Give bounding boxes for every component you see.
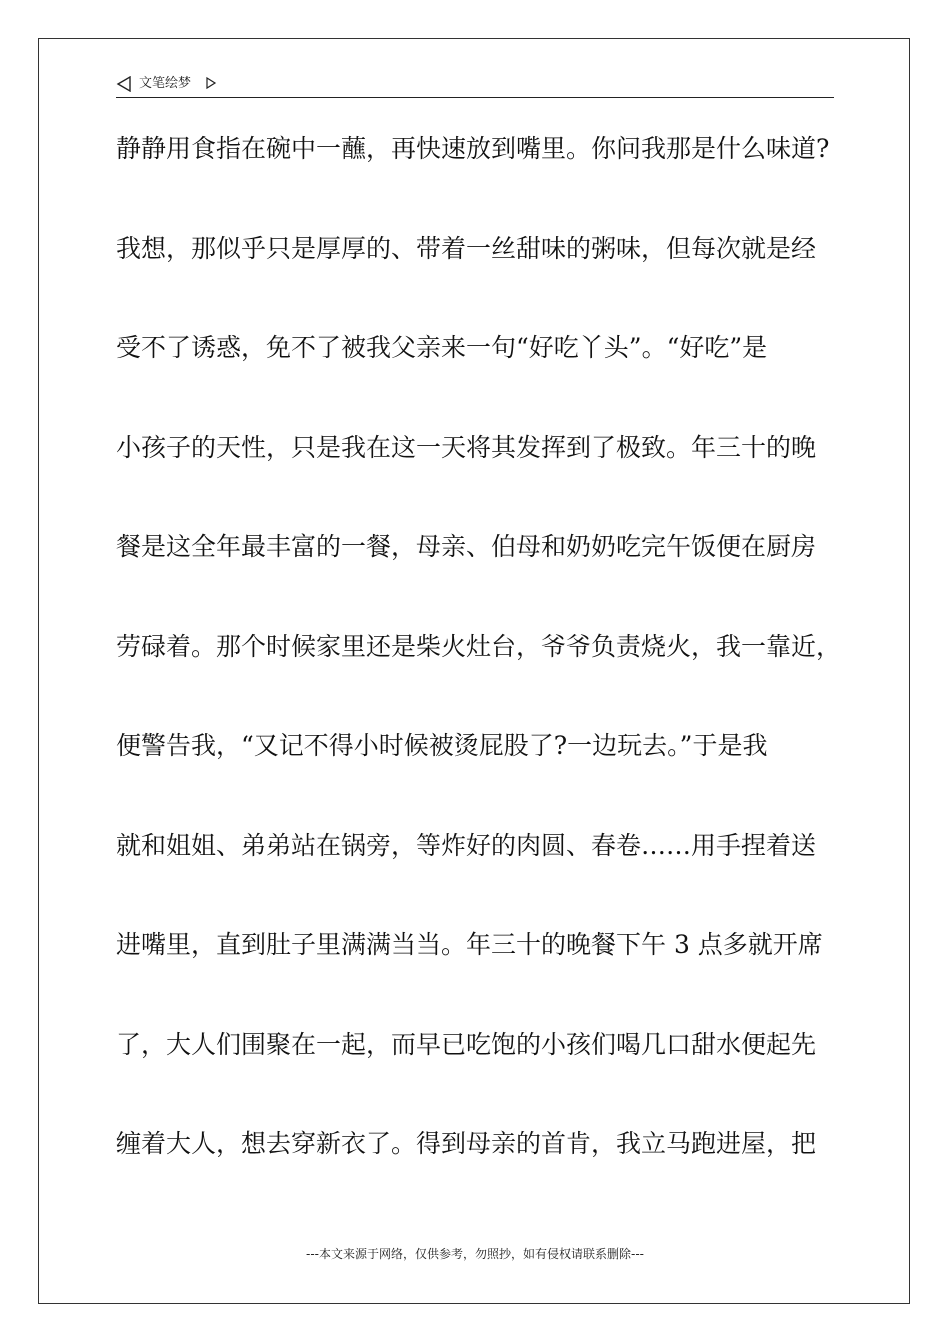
text-line: 受不了诱惑，免不了被我父亲来一句“好吃丫头”。“好吃”是 <box>116 333 768 362</box>
header-title: 文笔绘梦 <box>139 76 192 91</box>
text-line: 我想，那似乎只是厚厚的、带着一丝甜味的粥味，但每次就是经 <box>116 233 817 263</box>
text-line: 劳碌着。那个时候家里还是柴火灶台，爷爷负责烧火，我一靠近， <box>116 631 842 661</box>
text-line: 静静用食指在碗中一蘸，再快速放到嘴里。你问我那是什么味道? <box>116 134 830 163</box>
triangle-left-icon <box>116 76 132 92</box>
text-line: 了，大人们围聚在一起，而早已吃饱的小孩们喝几口甜水便起先 <box>116 1029 817 1059</box>
text-line: 缠着大人，想去穿新衣了。得到母亲的首肯，我立马跑进屋，把 <box>116 1129 817 1158</box>
text-line: 便警告我，“又记不得小时候被烫屁股了?一边玩去。”于是我 <box>116 731 768 760</box>
triangle-right-icon <box>205 76 217 90</box>
text-line: 就和姐姐、弟弟站在锅旁，等炸好的肉圆、春卷……用手捏着送 <box>116 830 817 860</box>
article-body <box>116 124 856 1219</box>
text-line: 餐是这全年最丰富的一餐，母亲、伯母和奶奶吃完午饭便在厨房 <box>116 532 817 561</box>
page-header <box>116 72 834 98</box>
text-line: 小孩子的天性，只是我在这一天将其发挥到了极致。年三十的晚 <box>116 432 817 462</box>
footer-disclaimer: ---本文来源于网络，仅供参考，勿照抄，如有侵权请联系删除--- <box>306 1247 644 1261</box>
text-line: 进嘴里，直到肚子里满满当当。年三十的晚餐下午 3 点多就开席 <box>116 930 823 959</box>
